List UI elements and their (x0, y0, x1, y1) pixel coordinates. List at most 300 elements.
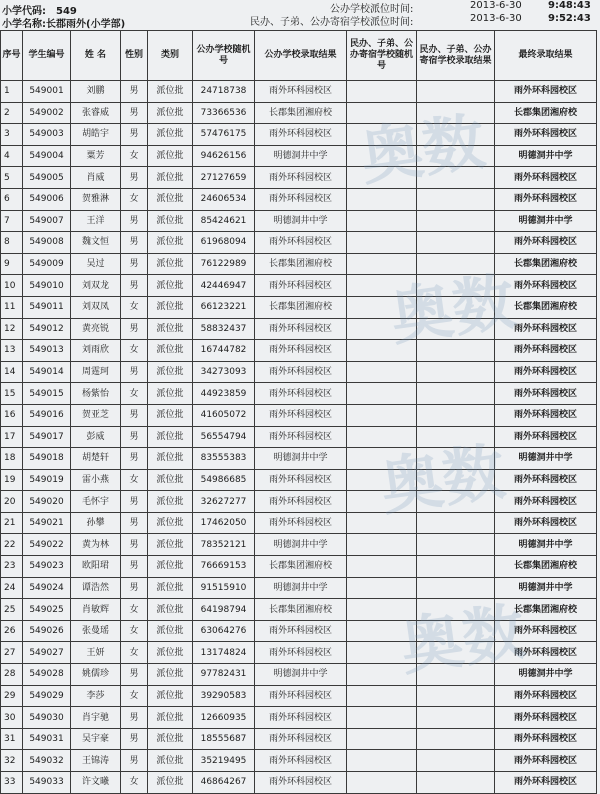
col-private-random-cell (347, 340, 417, 362)
table-row (1, 772, 597, 794)
col-public-result-cell: 明德洞井中学 (255, 577, 347, 599)
col-final-result-cell: 雨外环科园校区 (495, 340, 597, 362)
col-private-result-cell (417, 534, 495, 556)
col-final-result-cell: 雨外环科园校区 (495, 275, 597, 297)
col-public-result-cell: 明德洞井中学 (255, 145, 347, 167)
col-public-random-cell: 12660935 (193, 707, 255, 729)
col-private-result-cell (417, 642, 495, 664)
col-private-random-cell (347, 512, 417, 534)
col-final-result-cell: 长郡集团湘府校 (495, 599, 597, 621)
col-student-id-cell: 549030 (23, 707, 71, 729)
col-public-result-cell: 雨外环科园校区 (255, 426, 347, 448)
col-seq-cell: 26 (1, 620, 23, 642)
col-public-random-cell: 91515910 (193, 577, 255, 599)
col-public-random-cell: 58832437 (193, 318, 255, 340)
table-body (1, 81, 597, 794)
col-public-result-cell: 明德洞井中学 (255, 534, 347, 556)
col-gender-cell: 男 (121, 232, 148, 254)
school-name-label: 小学名称: (2, 19, 46, 30)
col-private-random-cell (347, 707, 417, 729)
col-private-result-cell (417, 685, 495, 707)
col-student-id-cell: 549007 (23, 210, 71, 232)
col-private-result-cell (417, 383, 495, 405)
col-private-random-cell (347, 599, 417, 621)
col-category-cell: 派位批 (148, 512, 193, 534)
col-final-result-cell: 长郡集团湘府校 (495, 556, 597, 578)
table-row (1, 210, 597, 232)
table-row (1, 275, 597, 297)
col-final-result-cell: 雨外环科园校区 (495, 512, 597, 534)
col-name-cell: 刘双凤 (71, 296, 121, 318)
public-time-label: 公办学校派位时间: (330, 4, 414, 15)
col-private-result-cell (417, 296, 495, 318)
col-seq-cell: 10 (1, 275, 23, 297)
table-row (1, 167, 597, 189)
col-seq-cell: 7 (1, 210, 23, 232)
col-private-result-cell (417, 577, 495, 599)
col-private-result-cell (417, 188, 495, 210)
col-name-header: 姓 名 (71, 31, 121, 81)
col-seq-cell: 17 (1, 426, 23, 448)
col-public-random-cell: 64198794 (193, 599, 255, 621)
col-seq-cell: 30 (1, 707, 23, 729)
col-public-random-cell: 46864267 (193, 772, 255, 794)
col-student-id-cell: 549018 (23, 448, 71, 470)
table-row (1, 124, 597, 146)
col-seq-cell: 5 (1, 167, 23, 189)
col-name-cell: 贺雅淋 (71, 188, 121, 210)
col-name-cell: 胡楚轩 (71, 448, 121, 470)
col-private-random-cell (347, 426, 417, 448)
col-student-id-cell: 549028 (23, 664, 71, 686)
col-category-cell: 派位批 (148, 556, 193, 578)
col-public-random-header: 公办学校随机号 (193, 31, 255, 81)
school-code: 549 (56, 6, 77, 17)
col-gender-cell: 男 (121, 512, 148, 534)
col-gender-cell: 男 (121, 707, 148, 729)
col-private-result-cell (417, 599, 495, 621)
col-public-random-cell: 39290583 (193, 685, 255, 707)
col-final-result-cell: 雨外环科园校区 (495, 707, 597, 729)
col-public-result-cell: 长郡集团湘府校 (255, 599, 347, 621)
col-gender-header: 性别 (121, 31, 148, 81)
col-private-result-cell (417, 404, 495, 426)
col-final-result-cell: 明德洞井中学 (495, 145, 597, 167)
col-final-result-cell: 雨外环科园校区 (495, 772, 597, 794)
col-final-result-cell: 长郡集团湘府校 (495, 253, 597, 275)
col-private-random-cell (347, 124, 417, 146)
table-row (1, 556, 597, 578)
col-public-result-cell: 雨外环科园校区 (255, 491, 347, 513)
col-seq-cell: 4 (1, 145, 23, 167)
col-private-result-cell (417, 728, 495, 750)
col-category-cell: 派位批 (148, 210, 193, 232)
table-row (1, 491, 597, 513)
table-row (1, 253, 597, 275)
col-public-result-cell: 明德洞井中学 (255, 664, 347, 686)
table-row (1, 707, 597, 729)
table-row (1, 188, 597, 210)
col-final-result-cell: 雨外环科园校区 (495, 167, 597, 189)
col-final-result-cell: 雨外环科园校区 (495, 361, 597, 383)
col-public-result-cell: 雨外环科园校区 (255, 620, 347, 642)
col-category-cell: 派位批 (148, 232, 193, 254)
col-student-id-cell: 549011 (23, 296, 71, 318)
col-private-random-cell (347, 577, 417, 599)
col-public-random-cell: 27127659 (193, 167, 255, 189)
col-gender-cell: 男 (121, 534, 148, 556)
col-name-cell: 王锦涛 (71, 750, 121, 772)
col-student-id-cell: 549019 (23, 469, 71, 491)
col-public-random-cell: 78352121 (193, 534, 255, 556)
col-public-result-cell: 明德洞井中学 (255, 448, 347, 470)
col-seq-cell: 9 (1, 253, 23, 275)
col-gender-cell: 女 (121, 772, 148, 794)
col-seq-cell: 12 (1, 318, 23, 340)
col-private-random-cell (347, 361, 417, 383)
col-public-result-cell: 明德洞井中学 (255, 210, 347, 232)
admission-results-table (0, 30, 597, 794)
col-private-random-cell (347, 469, 417, 491)
col-name-cell: 许文曦 (71, 772, 121, 794)
col-seq-cell: 21 (1, 512, 23, 534)
col-final-result-cell: 雨外环科园校区 (495, 469, 597, 491)
col-name-cell: 王妍 (71, 642, 121, 664)
col-category-cell: 派位批 (148, 361, 193, 383)
col-public-result-cell: 雨外环科园校区 (255, 188, 347, 210)
col-public-random-cell: 76122989 (193, 253, 255, 275)
col-name-cell: 姚儒珍 (71, 664, 121, 686)
col-public-random-cell: 56554794 (193, 426, 255, 448)
col-student-id-cell: 549029 (23, 685, 71, 707)
col-private-random-cell (347, 275, 417, 297)
col-private-random-cell (347, 620, 417, 642)
col-private-random-cell (347, 491, 417, 513)
col-public-result-cell: 雨外环科园校区 (255, 750, 347, 772)
col-public-random-cell: 34273093 (193, 361, 255, 383)
col-public-result-cell: 雨外环科园校区 (255, 469, 347, 491)
col-gender-cell: 男 (121, 102, 148, 124)
col-final-result-cell: 雨外环科园校区 (495, 81, 597, 103)
col-private-random-cell (347, 296, 417, 318)
public-date: 2013-6-30 (470, 0, 522, 11)
col-public-result-cell: 雨外环科园校区 (255, 81, 347, 103)
col-private-random-cell (347, 232, 417, 254)
col-category-cell: 派位批 (148, 167, 193, 189)
col-student-id-cell: 549001 (23, 81, 71, 103)
col-private-result-cell (417, 664, 495, 686)
col-public-result-cell: 雨外环科园校区 (255, 772, 347, 794)
col-final-result-cell: 雨外环科园校区 (495, 491, 597, 513)
col-gender-cell: 男 (121, 81, 148, 103)
col-seq-cell: 13 (1, 340, 23, 362)
col-public-result-cell: 长郡集团湘府校 (255, 296, 347, 318)
col-private-random-cell (347, 404, 417, 426)
table-row (1, 102, 597, 124)
col-gender-cell: 男 (121, 210, 148, 232)
col-final-result-header: 最终录取结果 (495, 31, 597, 81)
public-time: 9:48:43 (548, 0, 591, 11)
col-category-cell: 派位批 (148, 534, 193, 556)
col-private-random-cell (347, 145, 417, 167)
col-public-random-cell: 97782431 (193, 664, 255, 686)
col-student-id-cell: 549016 (23, 404, 71, 426)
col-public-result-cell: 雨外环科园校区 (255, 642, 347, 664)
col-final-result-cell: 明德洞井中学 (495, 577, 597, 599)
table-row (1, 750, 597, 772)
col-category-cell: 派位批 (148, 124, 193, 146)
col-final-result-cell: 雨外环科园校区 (495, 620, 597, 642)
col-student-id-cell: 549009 (23, 253, 71, 275)
col-category-cell: 派位批 (148, 426, 193, 448)
col-public-result-cell: 雨外环科园校区 (255, 404, 347, 426)
col-name-cell: 刘鹏 (71, 81, 121, 103)
col-private-random-cell (347, 253, 417, 275)
col-public-random-cell: 17462050 (193, 512, 255, 534)
col-private-result-cell (417, 556, 495, 578)
col-public-random-cell: 32627277 (193, 491, 255, 513)
col-private-result-cell (417, 491, 495, 513)
col-private-result-cell (417, 361, 495, 383)
col-private-random-cell (347, 728, 417, 750)
col-private-random-cell (347, 664, 417, 686)
col-private-result-cell (417, 772, 495, 794)
col-private-random-cell (347, 556, 417, 578)
col-student-id-cell: 549027 (23, 642, 71, 664)
private-time-label: 民办、子弟、公办寄宿学校派位时间: (250, 17, 414, 28)
col-gender-cell: 男 (121, 253, 148, 275)
col-private-random-cell (347, 210, 417, 232)
col-public-random-cell: 83555383 (193, 448, 255, 470)
col-gender-cell: 女 (121, 145, 148, 167)
col-gender-cell: 男 (121, 448, 148, 470)
col-seq-cell: 31 (1, 728, 23, 750)
watermark-text: 奥数 (396, 594, 530, 685)
col-private-random-cell (347, 534, 417, 556)
col-category-cell: 派位批 (148, 491, 193, 513)
col-seq-cell: 28 (1, 664, 23, 686)
col-gender-cell: 男 (121, 426, 148, 448)
col-gender-cell: 男 (121, 124, 148, 146)
col-final-result-cell: 雨外环科园校区 (495, 124, 597, 146)
col-gender-cell: 女 (121, 469, 148, 491)
col-final-result-cell: 明德洞井中学 (495, 664, 597, 686)
col-public-result-cell: 雨外环科园校区 (255, 512, 347, 534)
col-name-cell: 魏文恒 (71, 232, 121, 254)
private-time: 9:52:43 (548, 13, 591, 24)
col-gender-cell: 女 (121, 642, 148, 664)
col-gender-cell: 女 (121, 685, 148, 707)
col-category-cell: 派位批 (148, 383, 193, 405)
col-student-id-cell: 549026 (23, 620, 71, 642)
col-public-result-cell: 雨外环科园校区 (255, 124, 347, 146)
document-header (0, 0, 600, 30)
col-student-id-cell: 549006 (23, 188, 71, 210)
table-row (1, 145, 597, 167)
col-student-id-cell: 549020 (23, 491, 71, 513)
col-category-cell: 派位批 (148, 448, 193, 470)
col-final-result-cell: 雨外环科园校区 (495, 188, 597, 210)
col-final-result-cell: 明德洞井中学 (495, 448, 597, 470)
col-private-result-cell (417, 210, 495, 232)
col-public-result-cell: 雨外环科园校区 (255, 383, 347, 405)
table-row (1, 469, 597, 491)
col-student-id-cell: 549014 (23, 361, 71, 383)
col-private-result-cell (417, 620, 495, 642)
col-seq-cell: 16 (1, 404, 23, 426)
table-row (1, 512, 597, 534)
col-public-random-cell: 54986685 (193, 469, 255, 491)
col-final-result-cell: 雨外环科园校区 (495, 383, 597, 405)
col-name-cell: 肖威 (71, 167, 121, 189)
col-gender-cell: 女 (121, 296, 148, 318)
col-gender-cell: 女 (121, 340, 148, 362)
col-seq-cell: 32 (1, 750, 23, 772)
col-name-cell: 杨紫怡 (71, 383, 121, 405)
col-private-result-cell (417, 102, 495, 124)
col-seq-cell: 18 (1, 448, 23, 470)
col-final-result-cell: 雨外环科园校区 (495, 750, 597, 772)
col-seq-cell: 22 (1, 534, 23, 556)
col-public-random-cell: 66123221 (193, 296, 255, 318)
col-student-id-cell: 549003 (23, 124, 71, 146)
col-seq-cell: 1 (1, 81, 23, 103)
col-private-random-cell (347, 642, 417, 664)
col-name-cell: 黄亮锐 (71, 318, 121, 340)
table-row (1, 642, 597, 664)
col-private-random-header: 民办、子弟、公办寄宿学校随机号 (347, 31, 417, 81)
table-row (1, 426, 597, 448)
col-category-cell: 派位批 (148, 102, 193, 124)
col-public-result-cell: 雨外环科园校区 (255, 707, 347, 729)
col-private-result-cell (417, 448, 495, 470)
col-student-id-cell: 549013 (23, 340, 71, 362)
col-name-cell: 周霆珂 (71, 361, 121, 383)
table-row (1, 361, 597, 383)
col-private-random-cell (347, 383, 417, 405)
col-public-random-cell: 44923859 (193, 383, 255, 405)
col-name-cell: 李莎 (71, 685, 121, 707)
col-seq-cell: 14 (1, 361, 23, 383)
col-name-cell: 粟芳 (71, 145, 121, 167)
col-private-result-cell (417, 124, 495, 146)
col-private-random-cell (347, 102, 417, 124)
table-row (1, 340, 597, 362)
col-name-cell: 王洋 (71, 210, 121, 232)
col-final-result-cell: 雨外环科园校区 (495, 232, 597, 254)
col-category-cell: 派位批 (148, 253, 193, 275)
col-category-header: 类别 (148, 31, 193, 81)
school-name-line (2, 15, 125, 30)
col-seq-cell: 24 (1, 577, 23, 599)
col-public-result-cell: 雨外环科园校区 (255, 340, 347, 362)
table-row (1, 232, 597, 254)
table-row (1, 534, 597, 556)
col-public-random-cell: 41605072 (193, 404, 255, 426)
col-student-id-header: 学生编号 (23, 31, 71, 81)
col-student-id-cell: 549021 (23, 512, 71, 534)
col-final-result-cell: 明德洞井中学 (495, 534, 597, 556)
table-row (1, 728, 597, 750)
col-public-random-cell: 18555687 (193, 728, 255, 750)
col-name-cell: 吴过 (71, 253, 121, 275)
col-final-result-cell: 雨外环科园校区 (495, 728, 597, 750)
col-name-cell: 贺亚芝 (71, 404, 121, 426)
col-seq-cell: 15 (1, 383, 23, 405)
col-public-random-cell: 35219495 (193, 750, 255, 772)
col-seq-cell: 6 (1, 188, 23, 210)
col-category-cell: 派位批 (148, 685, 193, 707)
col-name-cell: 吴宇豪 (71, 728, 121, 750)
col-name-cell: 彭威 (71, 426, 121, 448)
col-student-id-cell: 549017 (23, 426, 71, 448)
col-category-cell: 派位批 (148, 750, 193, 772)
col-name-cell: 肖敏辉 (71, 599, 121, 621)
col-private-result-cell (417, 426, 495, 448)
col-gender-cell: 女 (121, 599, 148, 621)
col-private-result-cell (417, 232, 495, 254)
col-seq-cell: 25 (1, 599, 23, 621)
table-row (1, 599, 597, 621)
col-student-id-cell: 549032 (23, 750, 71, 772)
col-public-result-cell: 雨外环科园校区 (255, 275, 347, 297)
col-student-id-cell: 549015 (23, 383, 71, 405)
table-row (1, 404, 597, 426)
col-seq-cell: 27 (1, 642, 23, 664)
col-gender-cell: 男 (121, 664, 148, 686)
table-row (1, 81, 597, 103)
col-public-random-cell: 24606534 (193, 188, 255, 210)
table-row (1, 318, 597, 340)
col-category-cell: 派位批 (148, 340, 193, 362)
col-private-random-cell (347, 81, 417, 103)
col-student-id-cell: 549008 (23, 232, 71, 254)
col-private-random-cell (347, 448, 417, 470)
col-public-result-cell: 长郡集团湘府校 (255, 102, 347, 124)
col-name-cell: 肖宇驰 (71, 707, 121, 729)
col-student-id-cell: 549031 (23, 728, 71, 750)
col-private-result-cell (417, 318, 495, 340)
col-final-result-cell: 雨外环科园校区 (495, 642, 597, 664)
col-seq-cell: 8 (1, 232, 23, 254)
col-public-result-header: 公办学校录取结果 (255, 31, 347, 81)
col-gender-cell: 男 (121, 275, 148, 297)
col-gender-cell: 男 (121, 728, 148, 750)
col-category-cell: 派位批 (148, 620, 193, 642)
col-category-cell: 派位批 (148, 664, 193, 686)
col-public-result-cell: 雨外环科园校区 (255, 318, 347, 340)
col-gender-cell: 男 (121, 167, 148, 189)
col-final-result-cell: 明德洞井中学 (495, 210, 597, 232)
col-name-cell: 刘雨欣 (71, 340, 121, 362)
col-public-result-cell: 长郡集团湘府校 (255, 556, 347, 578)
col-private-result-header: 民办、子弟、公办寄宿学校录取结果 (417, 31, 495, 81)
col-seq-cell: 23 (1, 556, 23, 578)
watermark-text: 奥数 (356, 104, 490, 195)
col-student-id-cell: 549022 (23, 534, 71, 556)
table-header-row (1, 31, 597, 81)
table-row (1, 383, 597, 405)
col-public-random-cell: 42446947 (193, 275, 255, 297)
school-name: 长郡雨外(小学部) (46, 19, 126, 30)
col-public-random-cell: 76669153 (193, 556, 255, 578)
private-date: 2013-6-30 (470, 13, 522, 24)
col-public-result-cell: 长郡集团湘府校 (255, 253, 347, 275)
table-row (1, 296, 597, 318)
col-category-cell: 派位批 (148, 296, 193, 318)
col-gender-cell: 男 (121, 318, 148, 340)
col-name-cell: 张曼瑶 (71, 620, 121, 642)
